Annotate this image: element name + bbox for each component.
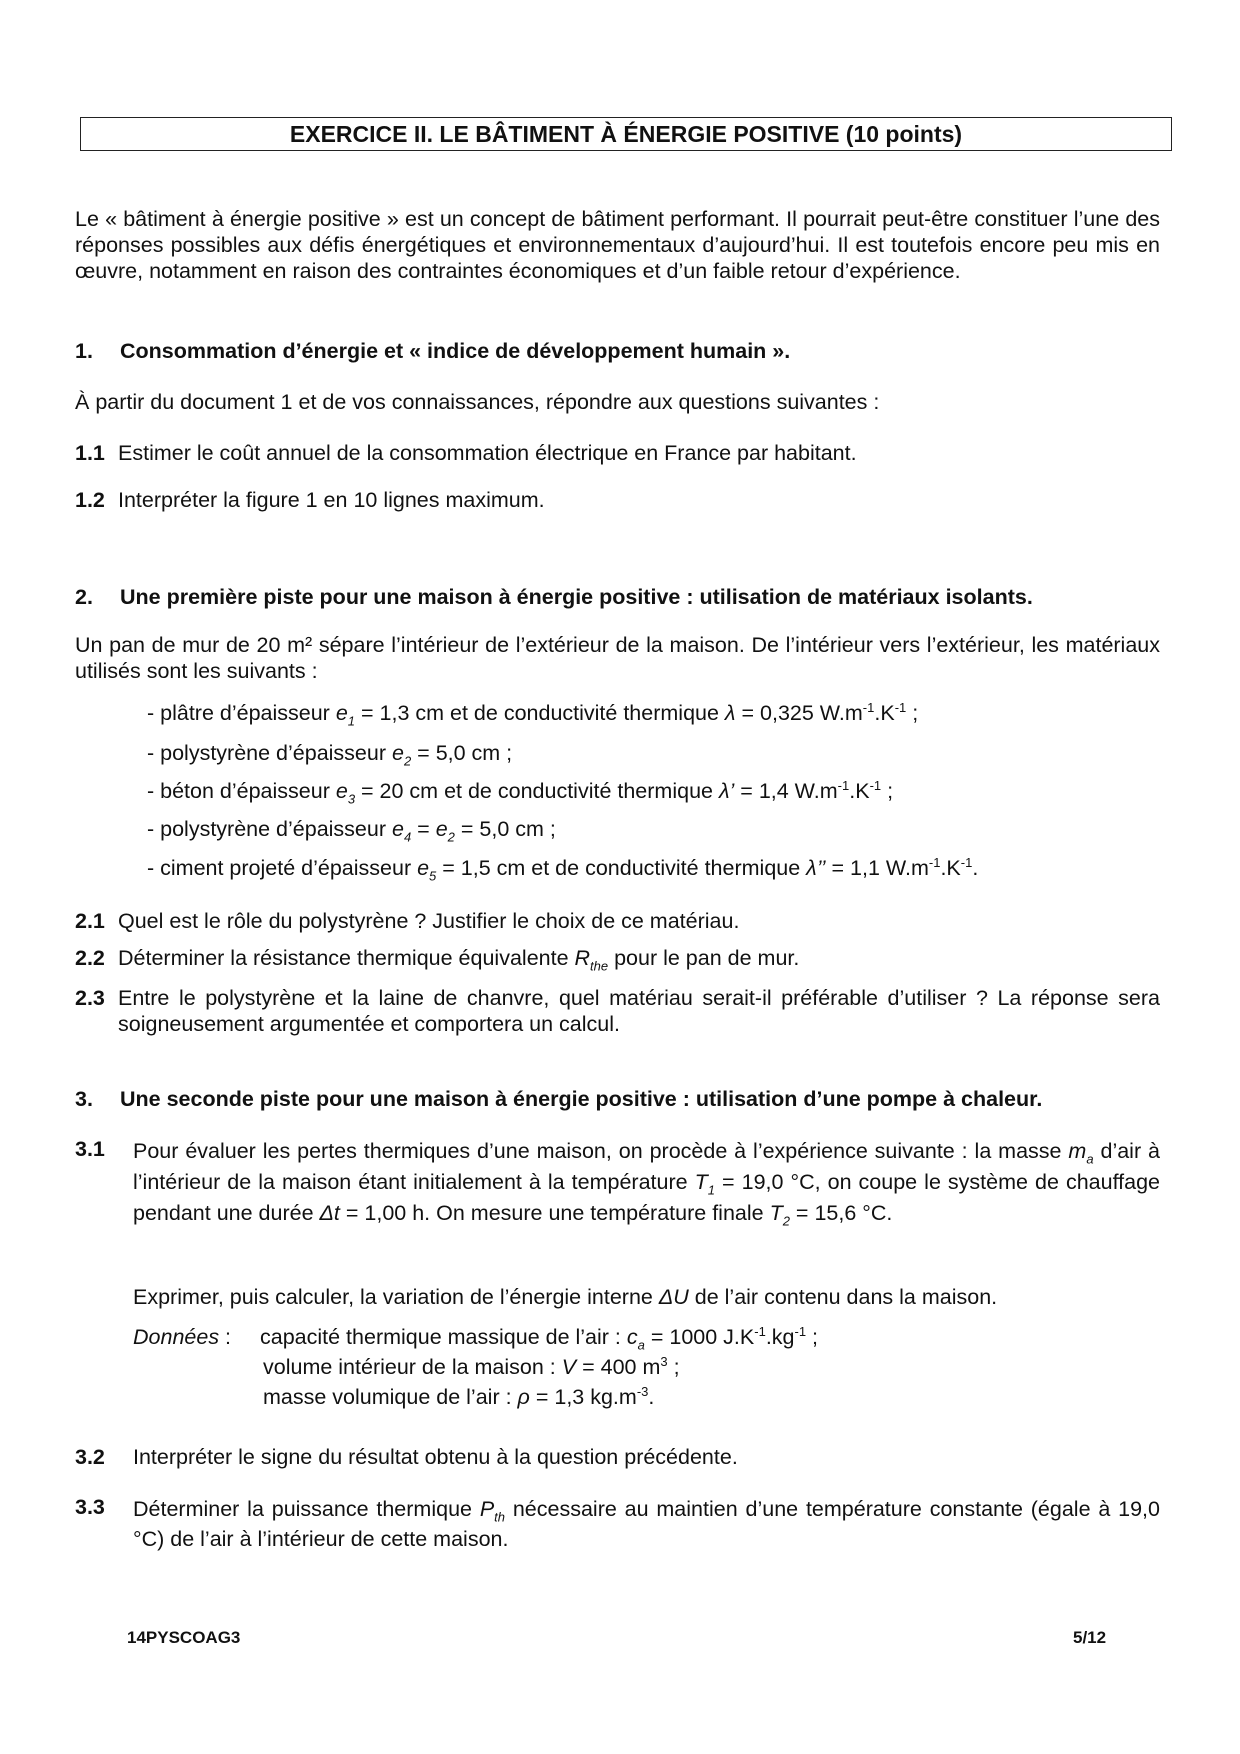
- question-3-2: [75, 1444, 1160, 1470]
- exercise-title: [80, 117, 1172, 151]
- question-text: Déterminer la puissance thermique $P_{th}$ nécessaire au maintien d’une température constante (égale à 19,0 °C) de l’air à l’intérieur de cette maison.: [133, 1497, 1160, 1551]
- data-line-1: Données : capacité thermique massique de l’air : $c_a = 1000$ $J.K^{-1}.kg^{-1}$ ;: [133, 1323, 819, 1353]
- section-2-title: Une première piste pour une maison à énergie positive : utilisation de matériaux isolants.: [120, 585, 1033, 609]
- question-number: 3.2: [75, 1445, 105, 1469]
- question-text: Pour évaluer les pertes thermiques d’une maison, on procède à l’expérience suivante : la masse $m_a$ d’air à l’intérieur de la maison étant initialement à la température $T_1 = 19,0$ °C, on coupe le système de chauffage pendant une durée Δt = 1,00 h. On mesure une température finale $T_2 = 15,6$ °C.: [133, 1139, 1160, 1229]
- question-1-1: [75, 440, 1160, 466]
- question-text: Interpréter la figure 1 en 10 lignes maximum.: [118, 488, 545, 512]
- material-item: - béton d’épaisseur $e_3 = 20$ cm et de conductivité thermique λ’ = 1,4 $W.m^{-1}.K^{-1}$ ;: [147, 777, 894, 807]
- footer-page-number: 5/12: [1073, 1628, 1107, 1647]
- material-item: - ciment projeté d’épaisseur $e_5 = 1,5$ cm et de conductivité thermique λ’’ = 1,1 $W.m^{-1}.K^{-1}$.: [147, 854, 979, 884]
- question-2-2: [75, 945, 1160, 974]
- question-text: Quel est le rôle du polystyrène ? Justifier le choix de ce matériau.: [118, 909, 740, 933]
- section-1-title: Consommation d’énergie et « indice de développement humain ».: [120, 339, 791, 363]
- question-text: Déterminer la résistance thermique équivalente $R_{the}$ pour le pan de mur.: [118, 946, 800, 974]
- question-number: 2.2: [75, 946, 105, 970]
- question-3-1: [75, 1136, 1160, 1229]
- question-number: 1.2: [75, 488, 105, 512]
- question-number: 2.3: [75, 986, 105, 1010]
- question-text: Interpréter le signe du résultat obtenu à la question précédente.: [133, 1445, 738, 1469]
- footer-code: 14PYSCOAG3: [127, 1628, 241, 1647]
- data-list: [133, 1324, 1163, 1414]
- section-2-number: 2.: [75, 585, 93, 609]
- question-number: 3.3: [75, 1495, 105, 1519]
- section-2-lead: Un pan de mur de 20 m² sépare l’intérieur de l’extérieur de la maison. De l’intérieur vers l’extérieur, les matériaux utilisés sont les suivants :: [75, 633, 1160, 683]
- question-number: 2.1: [75, 909, 105, 933]
- question-2-3: [75, 985, 1160, 1037]
- material-item: - polystyrène d’épaisseur $e_2 = 5,0$ cm ;: [147, 741, 513, 769]
- question-2-1: [75, 908, 1160, 934]
- section-1-number: 1.: [75, 339, 93, 363]
- data-line-2: volume intérieur de la maison : V = 400 $m^3$ ;: [263, 1353, 680, 1379]
- exercise-title-text: EXERCICE II. LE BÂTIMENT À ÉNERGIE POSITIVE (10 points): [289, 121, 963, 147]
- section-3-title: Une seconde piste pour une maison à énergie positive : utilisation d’une pompe à chaleur.: [120, 1087, 1043, 1111]
- question-3-3: [75, 1494, 1160, 1554]
- question-number: 1.1: [75, 441, 105, 465]
- question-1-2: [75, 487, 1160, 513]
- question-text: Estimer le coût annuel de la consommation électrique en France par habitant.: [118, 441, 857, 465]
- data-line-3: masse volumique de l’air : ρ = 1,3 $kg.m^{-3}$.: [263, 1383, 655, 1409]
- question-3-1-ask: Exprimer, puis calculer, la variation de l’énergie interne ΔU de l’air contenu dans la maison.: [133, 1285, 998, 1309]
- section-1-lead: À partir du document 1 et de vos connaissances, répondre aux questions suivantes :: [75, 390, 880, 414]
- data-label: Données: [133, 1325, 220, 1349]
- material-item: - plâtre d’épaisseur $e_1 = 1,3$ cm et de conductivité thermique λ = 0,325 $W.m^{-1}.K^{-1}$ ;: [147, 699, 919, 729]
- material-item: - polystyrène d’épaisseur $e_4 = e_2 = 5,0$ cm ;: [147, 817, 556, 845]
- question-text: Entre le polystyrène et la laine de chanvre, quel matériau serait-il préférable d’utiliser ? La réponse sera soigneusement argumentée et comportera un calcul.: [118, 986, 1160, 1036]
- intro-paragraph: Le « bâtiment à énergie positive » est un concept de bâtiment performant. Il pourrait peut-être constituer l’une des réponses possibles aux défis énergétiques et environnementaux d’aujourd’hui. Il est toutefois encore peu mis en œuvre, notamment en raison des contraintes économiques et d’un faible retour d’expérience.: [75, 207, 1160, 283]
- question-number: 3.1: [75, 1137, 105, 1161]
- section-3-number: 3.: [75, 1087, 93, 1111]
